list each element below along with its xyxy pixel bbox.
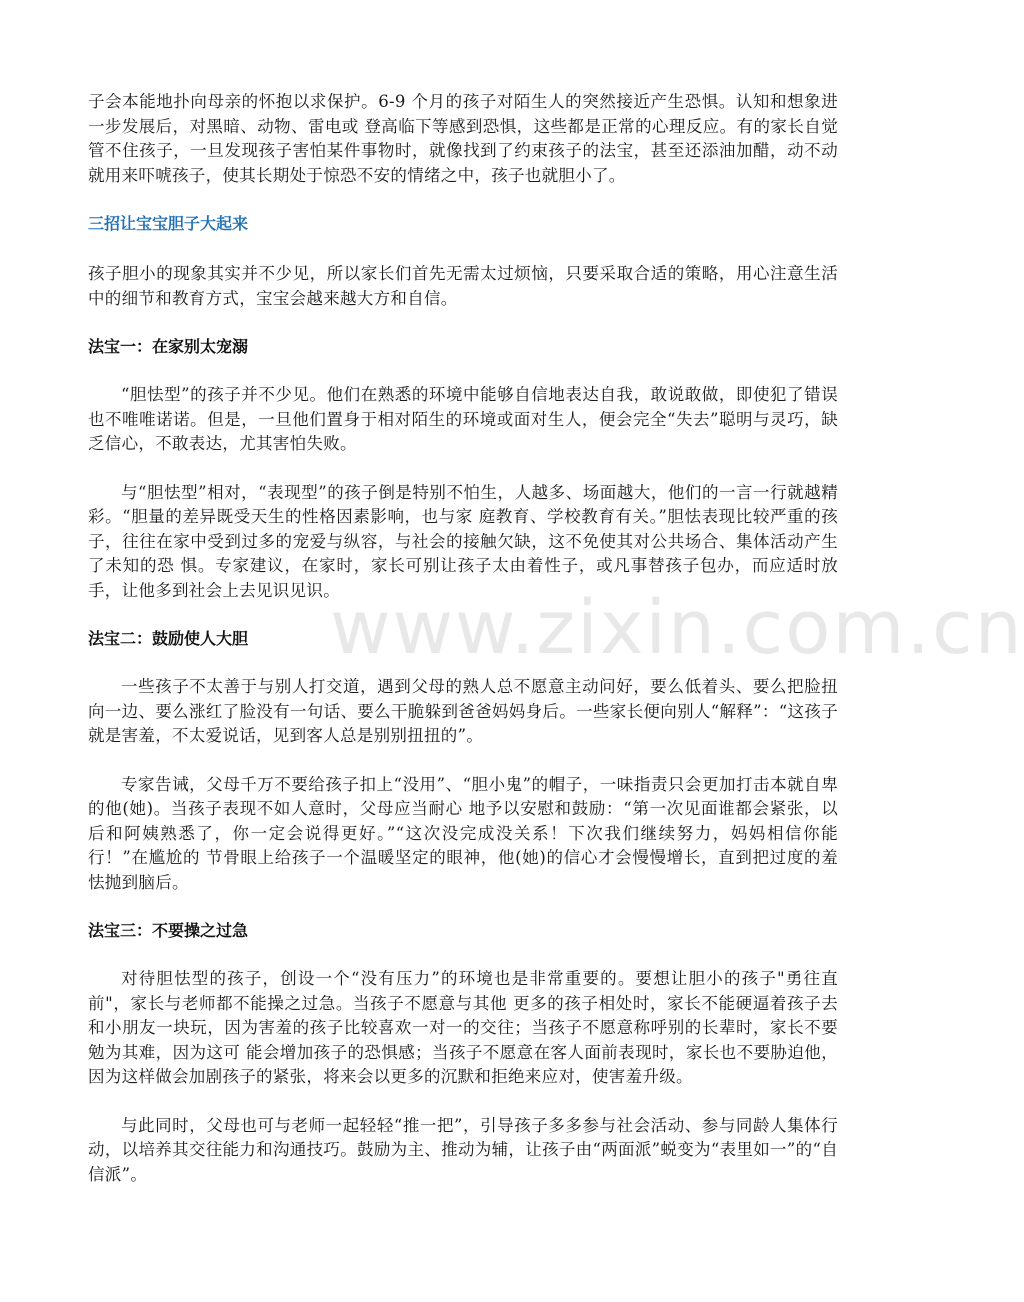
intro-paragraph: 子会本能地扑向母亲的怀抱以求保护。6-9 个月的孩子对陌生人的突然接近产生恐惧。认知和想象进一步发展后，对黑暗、动物、雷电或 登高临下等感到恐惧，这些都是正常的心理反应。有的家长自觉管不住孩子，一旦发现孩子害怕某件事物时，就像找到了约束孩子的法宝，甚至还添油加醋，动不动 就用来吓唬孩子，使其长期处于惊恐不安的情绪之中，孩子也就胆小了。 (88, 92, 838, 185)
method-three-paragraph-2: 与此同时，父母也可与老师一起轻轻“推一把”，引导孩子多多参与社会活动、参与同龄人集体行动，以培养其交往能力和沟通技巧。鼓励为主、推动为辅，让孩子由“两面派”蜕变为“表里如一”的“自信派”。 (88, 1115, 838, 1184)
method-two-paragraph-1: 一些孩子不太善于与别人打交道，遇到父母的熟人总不愿意主动问好，要么低着头、要么把脸扭向一边、要么涨红了脸没有一句话、要么干脆躲到爸爸妈妈身后。一些家长便向别人“解释”：“这孩子就是害羞，不太爱说话，见到客人总是别别扭扭的”。 (88, 677, 838, 745)
summary-paragraph: 孩子胆小的现象其实并不少见，所以家长们首先无需太过烦恼，只要采取合适的策略，用心注意生活中的细节和教育方式，宝宝会越来越大方和自信。 (88, 264, 838, 308)
heading-method-one: 法宝一：在家别太宠溺 (88, 337, 249, 356)
method-one-paragraph-2: 与“胆怯型”相对，“表现型”的孩子倒是特别不怕生，人越多、场面越大，他们的一言一行就越精彩。“胆量的差异既受天生的性格因素影响，也与家 庭教育、学校教育有关。”胆怯表现比较严重的孩子，往往在家中受到过多的宠爱与纵容，与社会的接触欠缺，这不免使其对公共场合、集体活动产生了未知的恐 惧。专家建议，在家时，家长可别让孩子太由着性子，或凡事替孩子包办，而应适时放手，让他多到社会上去见识见识。 (88, 482, 838, 600)
heading-method-three: 法宝三：不要操之过急 (88, 921, 249, 940)
method-two-paragraph-2: 专家告诫，父母千万不要给孩子扣上“没用”、“胆小鬼”的帽子，一味指责只会更加打击本就自卑的他(她)。当孩子表现不如人意时，父母应当耐心 地予以安慰和鼓励：“第一次见面谁都会紧张，以后和阿姨熟悉了，你一定会说得更好。”“这次没完成没关系！下次我们继续努力，妈妈相信你能行！”在尴尬的 节骨眼上给孩子一个温暖坚定的眼神，他(她)的信心才会慢慢增长，直到把过度的羞怯抛到脑后。 (88, 774, 838, 892)
method-one-paragraph-1: “胆怯型”的孩子并不少见。他们在熟悉的环境中能够自信地表达自我，敢说敢做，即使犯了错误也不唯唯诺诺。但是，一旦他们置身于相对陌生的环境或面对生人，便会完全“失去”聪明与灵巧，缺乏信心，不敢表达，尤其害怕失败。 (88, 385, 838, 453)
method-three-paragraph-1: 对待胆怯型的孩子，创设一个“没有压力”的环境也是非常重要的。要想让胆小的孩子"勇往直前"，家长与老师都不能操之过急。当孩子不愿意与其他 更多的孩子相处时，家长不能硬逼着孩子去和小朋友一块玩，因为害羞的孩子比较喜欢一对一的交往；当孩子不愿意称呼别的长辈时，家长不要勉为其难，因为这可 能会增加孩子的恐惧感；当孩子不愿意在客人面前表现时，家长也不要胁迫他，因为这样做会加剧孩子的紧张，将来会以更多的沉默和拒绝来应对，使害羞升级。 (88, 969, 838, 1086)
heading-method-two: 法宝二：鼓励使人大胆 (88, 629, 249, 648)
section-title: 三招让宝宝胆子大起来 (88, 214, 249, 233)
watermark: www.zixin.com.cn (330, 585, 1024, 671)
document-body (88, 90, 838, 1211)
